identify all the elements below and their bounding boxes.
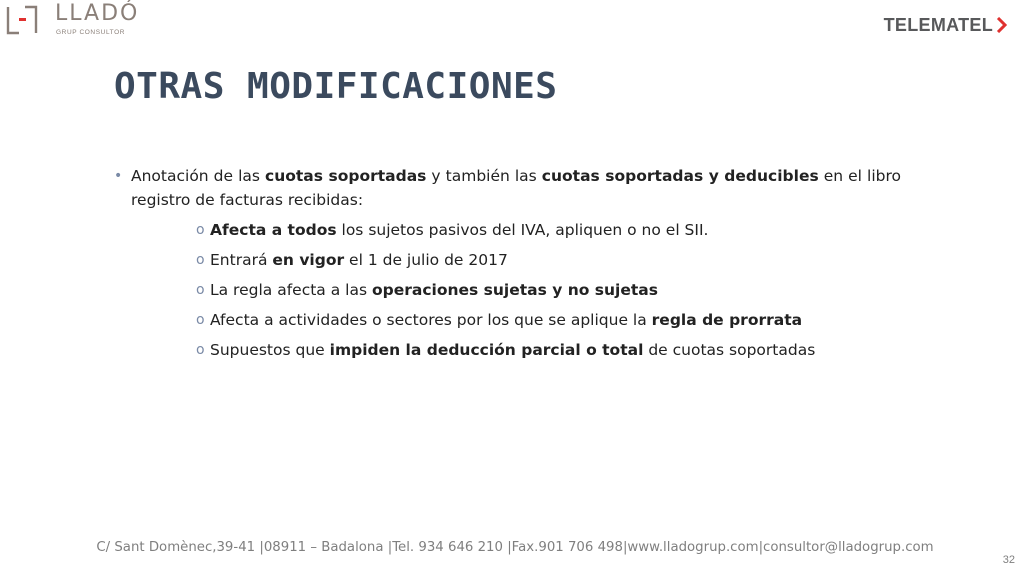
sub-item-prorrata — [196, 308, 901, 338]
sub-item-text: Afecta a actividades o sectores por los que se aplique la — [210, 311, 652, 329]
circle-bullet-icon: o — [196, 282, 205, 298]
sub-item-supuestos — [196, 338, 901, 368]
telematel-logo-word: TELEMATEL — [883, 14, 993, 35]
llado-logo-word: LLADÓ — [55, 1, 140, 26]
sub-item-en-vigor — [196, 248, 901, 278]
bullet-dot-icon: • — [114, 168, 123, 184]
page-number: 32 — [1002, 554, 1015, 566]
sub-item-text: Entrará — [210, 251, 273, 269]
footer-contact: C/ Sant Domènec,39-41 |08911 – Badalona |Tel. 934 646 210 |Fax.901 706 498|www.lladogrup.com|consultor@lladogrup.com — [96, 540, 934, 555]
bullet-text-3: en el libro registro de facturas recibidas: — [131, 167, 901, 209]
llado-logo — [5, 1, 140, 37]
sub-item-bold: en vigor — [272, 251, 345, 269]
circle-bullet-icon: o — [196, 342, 205, 358]
sub-item-text: de cuotas soportadas — [643, 341, 816, 359]
sub-item-operaciones — [196, 278, 901, 308]
sub-item-bold: regla de prorrata — [651, 311, 803, 329]
sub-list — [114, 218, 901, 368]
bullet-bold-1: cuotas soportadas — [265, 167, 427, 185]
sub-item-bold: operaciones sujetas y no sujetas — [371, 281, 658, 299]
chevron-right-icon — [996, 17, 1008, 33]
llado-logo-subtitle: GRUP CONSULTOR — [56, 29, 126, 36]
slide-content — [114, 164, 901, 368]
sub-item-bold: impiden la deducción parcial o total — [329, 341, 644, 359]
sub-item-text: los sujetos pasivos del IVA, apliquen o no el SII. — [336, 221, 709, 239]
sub-item-bold: Afecta a todos — [210, 221, 337, 239]
sub-item-text: el 1 de julio de 2017 — [344, 251, 508, 269]
bullet-text-2: y también las — [426, 167, 542, 185]
circle-bullet-icon: o — [196, 252, 205, 268]
bullet-text-1: Anotación de las — [131, 167, 265, 185]
main-bullet — [114, 164, 901, 212]
circle-bullet-icon: o — [196, 222, 205, 238]
telematel-logo — [884, 12, 1008, 38]
llado-logo-mark — [5, 5, 39, 35]
sub-item-afecta-todos — [196, 218, 901, 248]
sub-item-text: La regla afecta a las — [210, 281, 372, 299]
bullet-bold-2: cuotas soportadas y deducibles — [541, 167, 819, 185]
circle-bullet-icon: o — [196, 312, 205, 328]
sub-item-text: Supuestos que — [210, 341, 330, 359]
slide-title: OTRAS MODIFICACIONES — [114, 66, 558, 107]
